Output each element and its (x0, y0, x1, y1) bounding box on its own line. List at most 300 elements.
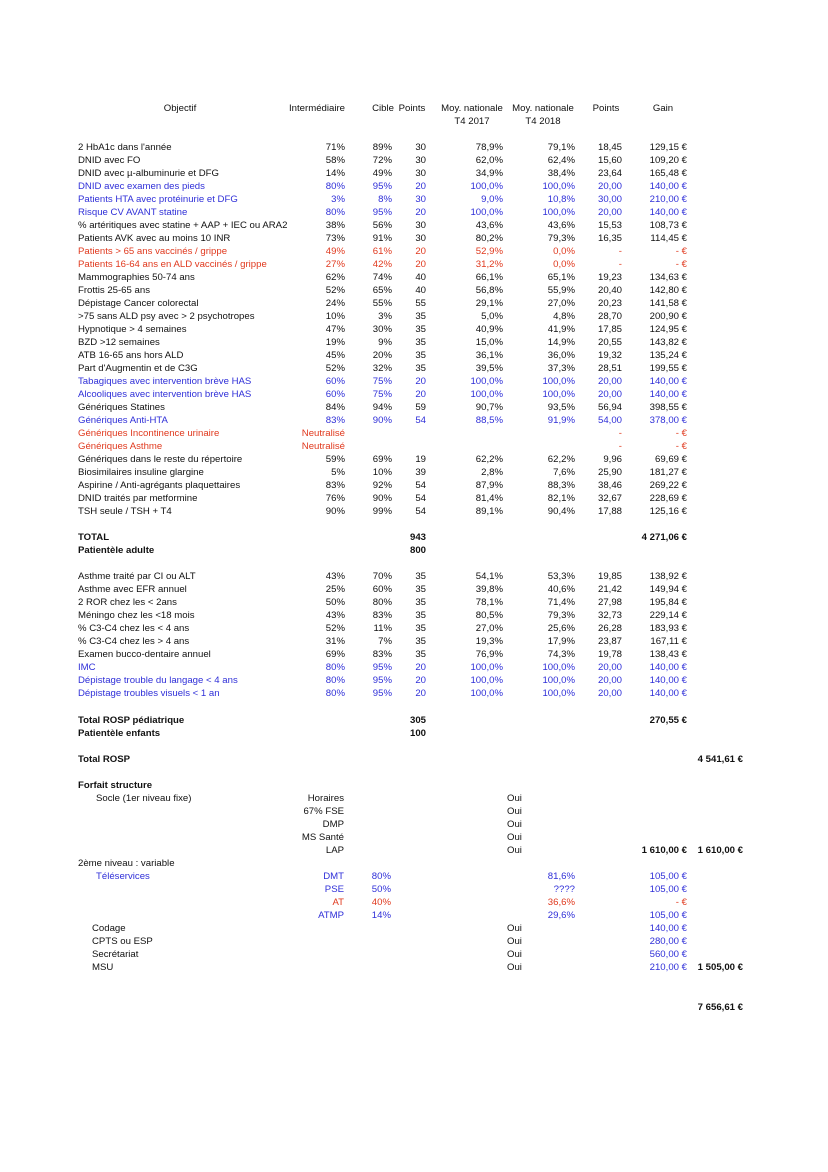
row-moy-2017: 62,2% (475, 454, 503, 465)
table-row (0, 687, 828, 700)
row-moy-2017: 9,0% (481, 194, 503, 205)
row-label: Génériques Statines (78, 402, 165, 413)
row-label: Génériques Incontinence urinaire (78, 428, 220, 439)
row-intermediaire: 5% (331, 467, 345, 478)
row-points: 30 (415, 168, 426, 179)
row-gain: 269,22 € (649, 480, 687, 491)
table-row (0, 245, 828, 258)
row-moy-2017: 76,9% (475, 649, 503, 660)
row-gain: 141,58 € (649, 298, 687, 309)
row-gain: 199,55 € (649, 363, 687, 374)
row-gain: 149,94 € (649, 584, 687, 595)
row-cible: 42% (372, 259, 392, 270)
row-points-obtenus: 38,46 (597, 480, 622, 491)
row-points-obtenus: - (618, 246, 622, 257)
teleservices-label: Téléservices (96, 871, 150, 882)
row-intermediaire: 80% (325, 181, 345, 192)
row-points-obtenus: 23,87 (597, 636, 622, 647)
row-points-obtenus: 19,78 (597, 649, 622, 660)
row-cible: 72% (372, 155, 392, 166)
row-moy-2017: 39,5% (475, 363, 503, 374)
row-points-obtenus: 18,45 (597, 142, 622, 153)
row-gain: 165,48 € (649, 168, 687, 179)
table-row (0, 570, 828, 583)
row-gain: 140,00 € (649, 389, 687, 400)
row-gain: 140,00 € (649, 376, 687, 387)
row-points: 35 (415, 571, 426, 582)
row-moy-2018: 100,0% (542, 688, 575, 699)
row-intermediaire: 60% (325, 389, 345, 400)
row-points-obtenus: 20,23 (597, 298, 622, 309)
ped-patients-count: 100 (409, 728, 426, 739)
table-row (0, 323, 828, 336)
row-moy-2017: 80,2% (475, 233, 503, 244)
header-gain: Gain (652, 103, 674, 114)
row-moy-2017: 100,0% (470, 675, 503, 686)
row-points: 35 (415, 311, 426, 322)
row-points: 20 (415, 181, 426, 192)
row-gain: - € (675, 428, 687, 439)
teleservice-result: ???? (553, 884, 575, 895)
row-gain: 129,15 € (649, 142, 687, 153)
row-moy-2018: 14,9% (547, 337, 575, 348)
socle-item-oui: Oui (507, 793, 522, 804)
row-points: 40 (415, 285, 426, 296)
table-row (0, 440, 828, 453)
table-row (0, 258, 828, 271)
row-label: >75 sans ALD psy avec > 2 psychotropes (78, 311, 255, 322)
row-points: 55 (415, 298, 426, 309)
row-points: 35 (415, 350, 426, 361)
row-points-obtenus: 15,53 (597, 220, 622, 231)
forfait-item-name: Secrétariat (92, 949, 139, 960)
socle-label: Socle (1er niveau fixe) (96, 793, 192, 804)
row-moy-2018: 17,9% (547, 636, 575, 647)
row-moy-2018: 100,0% (542, 207, 575, 218)
forfait-item-value: 140,00 € (649, 923, 687, 934)
row-moy-2018: 100,0% (542, 389, 575, 400)
row-moy-2018: 37,3% (547, 363, 575, 374)
row-points-obtenus: 25,90 (597, 467, 622, 478)
row-points: 19 (415, 454, 426, 465)
row-moy-2017: 90,7% (475, 402, 503, 413)
row-moy-2017: 36,1% (475, 350, 503, 361)
ped-patients-label: Patientèle enfants (78, 728, 161, 739)
row-moy-2018: 65,1% (547, 272, 575, 283)
row-label: Frottis 25-65 ans (78, 285, 150, 296)
row-moy-2017: 100,0% (470, 662, 503, 673)
row-moy-2018: 38,4% (547, 168, 575, 179)
adult-total-points: 943 (409, 532, 426, 543)
forfait-item-row (0, 922, 828, 935)
table-row (0, 154, 828, 167)
row-points-obtenus: 21,42 (597, 584, 622, 595)
row-points: 20 (415, 662, 426, 673)
row-moy-2017: 19,3% (475, 636, 503, 647)
ped-total-points: 305 (409, 715, 426, 726)
row-points-obtenus: 30,00 (597, 194, 622, 205)
row-moy-2017: 78,9% (475, 142, 503, 153)
row-intermediaire: 90% (325, 506, 345, 517)
row-intermediaire: Neutralisé (301, 428, 345, 439)
teleservice-target: 14% (371, 910, 391, 921)
row-cible: 95% (372, 207, 392, 218)
row-moy-2018: 100,0% (542, 675, 575, 686)
forfait-item-oui: Oui (507, 949, 522, 960)
row-points-obtenus: 20,00 (597, 662, 622, 673)
row-points-obtenus: 20,00 (597, 207, 622, 218)
row-moy-2018: 7,6% (553, 467, 575, 478)
row-intermediaire: 43% (325, 610, 345, 621)
row-moy-2017: 27,0% (475, 623, 503, 634)
row-points: 20 (415, 207, 426, 218)
table-row (0, 414, 828, 427)
row-intermediaire: 52% (325, 623, 345, 634)
row-points-obtenus: 17,85 (597, 324, 622, 335)
row-cible: 95% (372, 675, 392, 686)
row-points: 20 (415, 246, 426, 257)
adult-patients-row (0, 544, 828, 557)
forfait-item-oui: Oui (507, 936, 522, 947)
row-label: Patients AVK avec au moins 10 INR (78, 233, 231, 244)
row-gain: 135,24 € (649, 350, 687, 361)
row-moy-2017: 54,1% (475, 571, 503, 582)
row-points: 20 (415, 675, 426, 686)
ped-total-gain: 270,55 € (649, 715, 687, 726)
row-intermediaire: 38% (325, 220, 345, 231)
row-points: 35 (415, 584, 426, 595)
row-label: 2 HbA1c dans l'année (78, 142, 172, 153)
teleservice-value: 105,00 € (649, 871, 687, 882)
row-label: Alcooliques avec intervention brève HAS (78, 389, 252, 400)
row-moy-2018: 10,8% (547, 194, 575, 205)
teleservice-item-row (0, 883, 828, 896)
teleservice-name: DMT (323, 871, 344, 882)
ped-patients-row (0, 727, 828, 740)
socle-item-row (0, 844, 828, 857)
forfait-item-name: CPTS ou ESP (92, 936, 153, 947)
table-row (0, 167, 828, 180)
row-label: Hypnotique > 4 semaines (78, 324, 187, 335)
table-row (0, 349, 828, 362)
header-objectif: Objectif (163, 103, 197, 114)
row-gain: 195,84 € (649, 597, 687, 608)
row-intermediaire: 83% (325, 415, 345, 426)
row-points-obtenus: 9,96 (603, 454, 622, 465)
row-label: Asthme traité par CI ou ALT (78, 571, 196, 582)
row-points: 54 (415, 493, 426, 504)
row-points: 35 (415, 324, 426, 335)
row-moy-2018: 27,0% (547, 298, 575, 309)
forfait-title-row (0, 779, 828, 792)
table-row (0, 388, 828, 401)
row-points: 35 (415, 623, 426, 634)
row-cible: 83% (372, 610, 392, 621)
row-label: Asthme avec EFR annuel (78, 584, 187, 595)
row-label: % artéritiques avec statine + AAP + IEC ou ARA2 (78, 220, 288, 231)
ped-total-label: Total ROSP pédiatrique (78, 715, 185, 726)
row-points-obtenus: 19,85 (597, 571, 622, 582)
row-moy-2017: 39,8% (475, 584, 503, 595)
row-points-obtenus: 32,73 (597, 610, 622, 621)
row-intermediaire: Neutralisé (301, 441, 345, 452)
row-points-obtenus: 20,00 (597, 389, 622, 400)
row-moy-2017: 43,6% (475, 220, 503, 231)
row-label: Tabagiques avec intervention brève HAS (78, 376, 252, 387)
row-moy-2018: 100,0% (542, 181, 575, 192)
table-row (0, 193, 828, 206)
table-row (0, 401, 828, 414)
table-row (0, 466, 828, 479)
row-points-obtenus: 19,23 (597, 272, 622, 283)
row-points: 20 (415, 389, 426, 400)
table-row (0, 362, 828, 375)
row-points: 54 (415, 480, 426, 491)
row-label: % C3-C4 chez les < 4 ans (78, 623, 190, 634)
row-points-obtenus: 26,28 (597, 623, 622, 634)
row-label: ATB 16-65 ans hors ALD (78, 350, 184, 361)
row-cible: 90% (372, 493, 392, 504)
socle-item-oui: Oui (507, 819, 522, 830)
row-points: 54 (415, 506, 426, 517)
row-moy-2017: 40,9% (475, 324, 503, 335)
row-label: Génériques Asthme (78, 441, 163, 452)
row-points: 35 (415, 636, 426, 647)
row-gain: 228,69 € (649, 493, 687, 504)
row-cible: 61% (372, 246, 392, 257)
row-moy-2018: 62,4% (547, 155, 575, 166)
row-moy-2018: 79,3% (547, 233, 575, 244)
row-label: Patients > 65 ans vaccinés / grippe (78, 246, 228, 257)
table-row (0, 661, 828, 674)
row-moy-2017: 78,1% (475, 597, 503, 608)
row-gain: 69,69 € (654, 454, 687, 465)
row-points: 35 (415, 363, 426, 374)
row-moy-2017: 56,8% (475, 285, 503, 296)
forfait-item-row (0, 961, 828, 974)
row-label: Dépistage Cancer colorectal (78, 298, 199, 309)
row-cible: 83% (372, 649, 392, 660)
row-intermediaire: 62% (325, 272, 345, 283)
row-intermediaire: 49% (325, 246, 345, 257)
forfait-item-row (0, 935, 828, 948)
row-label: DNID avec FO (78, 155, 141, 166)
socle-item-row (0, 818, 828, 831)
row-gain: 138,92 € (649, 571, 687, 582)
row-points-obtenus: 54,00 (597, 415, 622, 426)
row-moy-2017: 66,1% (475, 272, 503, 283)
socle-value: 1 610,00 € (641, 845, 687, 856)
socle-item-row (0, 792, 828, 805)
row-label: Dépistage troubles visuels < 1 an (78, 688, 220, 699)
row-cible: 20% (372, 350, 392, 361)
row-points-obtenus: 32,67 (597, 493, 622, 504)
adult-total-label: TOTAL (78, 532, 110, 543)
row-points: 40 (415, 272, 426, 283)
row-intermediaire: 43% (325, 571, 345, 582)
row-points: 35 (415, 597, 426, 608)
row-moy-2018: 71,4% (547, 597, 575, 608)
row-label: TSH seule / TSH + T4 (78, 506, 172, 517)
niveau2-total: 1 505,00 € (697, 962, 743, 973)
teleservice-result: 81,6% (547, 871, 575, 882)
row-intermediaire: 52% (325, 285, 345, 296)
row-moy-2017: 62,0% (475, 155, 503, 166)
table-row (0, 427, 828, 440)
row-moy-2018: 41,9% (547, 324, 575, 335)
row-moy-2018: 36,0% (547, 350, 575, 361)
row-moy-2017: 5,0% (481, 311, 503, 322)
socle-item-oui: Oui (507, 832, 522, 843)
socle-item-name: 67% FSE (303, 806, 344, 817)
row-points-obtenus: 20,00 (597, 688, 622, 699)
row-intermediaire: 3% (331, 194, 345, 205)
teleservice-target: 50% (371, 884, 391, 895)
table-row (0, 596, 828, 609)
row-label: DNID avec µ-albuminurie et DFG (78, 168, 219, 179)
row-moy-2018: 74,3% (547, 649, 575, 660)
row-moy-2017: 2,8% (481, 467, 503, 478)
table-row (0, 336, 828, 349)
row-moy-2017: 29,1% (475, 298, 503, 309)
row-points: 20 (415, 376, 426, 387)
row-intermediaire: 10% (325, 311, 345, 322)
teleservice-item-row (0, 909, 828, 922)
header-moy2018-line1: Moy. nationale (512, 103, 574, 114)
row-intermediaire: 73% (325, 233, 345, 244)
grand-total-row (0, 1001, 828, 1014)
row-points-obtenus: 15,60 (597, 155, 622, 166)
row-points-obtenus: 20,55 (597, 337, 622, 348)
row-gain: 124,95 € (649, 324, 687, 335)
row-intermediaire: 58% (325, 155, 345, 166)
table-row (0, 310, 828, 323)
header-moy2018-line2: T4 2018 (525, 116, 561, 127)
row-points: 35 (415, 649, 426, 660)
row-label: % C3-C4 chez les > 4 ans (78, 636, 190, 647)
table-row (0, 232, 828, 245)
total-rosp-row (0, 753, 828, 766)
row-moy-2018: 93,5% (547, 402, 575, 413)
adult-patients-label: Patientèle adulte (78, 545, 155, 556)
row-points-obtenus: - (618, 259, 622, 270)
row-intermediaire: 50% (325, 597, 345, 608)
row-cible: 74% (372, 272, 392, 283)
row-gain: 140,00 € (649, 181, 687, 192)
row-cible: 30% (372, 324, 392, 335)
niveau2-label: 2ème niveau : variable (78, 858, 175, 869)
table-row (0, 206, 828, 219)
row-label: Examen bucco-dentaire annuel (78, 649, 211, 660)
row-cible: 8% (378, 194, 392, 205)
row-gain: 140,00 € (649, 688, 687, 699)
row-intermediaire: 47% (325, 324, 345, 335)
row-intermediaire: 14% (325, 168, 345, 179)
row-moy-2018: 88,3% (547, 480, 575, 491)
row-points: 30 (415, 142, 426, 153)
row-label: IMC (78, 662, 96, 673)
row-label: Part d'Augmentin et de C3G (78, 363, 198, 374)
row-intermediaire: 19% (325, 337, 345, 348)
row-label: Risque CV AVANT statine (78, 207, 188, 218)
row-label: Mammographies 50-74 ans (78, 272, 195, 283)
row-intermediaire: 80% (325, 662, 345, 673)
row-label: Aspirine / Anti-agrégants plaquettaires (78, 480, 241, 491)
row-gain: 140,00 € (649, 675, 687, 686)
row-cible: 10% (372, 467, 392, 478)
forfait-item-name: Codage (92, 923, 126, 934)
adult-total-gain: 4 271,06 € (641, 532, 687, 543)
row-moy-2018: 4,8% (553, 311, 575, 322)
row-intermediaire: 84% (325, 402, 345, 413)
row-points-obtenus: - (618, 441, 622, 452)
row-moy-2017: 80,5% (475, 610, 503, 621)
teleservice-result: 29,6% (547, 910, 575, 921)
row-cible: 65% (372, 285, 392, 296)
teleservice-value: 105,00 € (649, 910, 687, 921)
table-row (0, 297, 828, 310)
row-label: BZD >12 semaines (78, 337, 160, 348)
row-moy-2018: 55,9% (547, 285, 575, 296)
row-label: Dépistage trouble du langage < 4 ans (78, 675, 238, 686)
row-points: 35 (415, 337, 426, 348)
table-row (0, 375, 828, 388)
adult-patients-count: 800 (409, 545, 426, 556)
teleservice-target: 40% (371, 897, 391, 908)
row-points-obtenus: 16,35 (597, 233, 622, 244)
row-points-obtenus: 20,40 (597, 285, 622, 296)
forfait-title: Forfait structure (78, 780, 153, 791)
row-gain: 229,14 € (649, 610, 687, 621)
table-row (0, 635, 828, 648)
row-cible: 49% (372, 168, 392, 179)
socle-item-name: DMP (322, 819, 344, 830)
table-row (0, 648, 828, 661)
row-cible: 95% (372, 662, 392, 673)
teleservice-name: ATMP (318, 910, 344, 921)
table-row (0, 674, 828, 687)
teleservice-value: 105,00 € (649, 884, 687, 895)
row-gain: 181,27 € (649, 467, 687, 478)
row-moy-2017: 88,5% (475, 415, 503, 426)
row-intermediaire: 24% (325, 298, 345, 309)
row-points-obtenus: - (618, 428, 622, 439)
row-gain: 134,63 € (649, 272, 687, 283)
forfait-item-value: 280,00 € (649, 936, 687, 947)
forfait-item-value: 560,00 € (649, 949, 687, 960)
row-moy-2017: 31,2% (475, 259, 503, 270)
row-cible: 70% (372, 571, 392, 582)
row-points: 54 (415, 415, 426, 426)
teleservice-result: 36,6% (547, 897, 575, 908)
table-row (0, 271, 828, 284)
table-row (0, 284, 828, 297)
table-row (0, 219, 828, 232)
row-label: Patients 16-64 ans en ALD vaccinés / grippe (78, 259, 267, 270)
row-intermediaire: 25% (325, 584, 345, 595)
row-gain: 109,20 € (649, 155, 687, 166)
row-cible: 92% (372, 480, 392, 491)
row-cible: 94% (372, 402, 392, 413)
row-moy-2017: 100,0% (470, 389, 503, 400)
row-intermediaire: 27% (325, 259, 345, 270)
row-intermediaire: 80% (325, 675, 345, 686)
row-gain: 142,80 € (649, 285, 687, 296)
row-moy-2017: 87,9% (475, 480, 503, 491)
table-row (0, 479, 828, 492)
table-row (0, 622, 828, 635)
teleservice-item-row (0, 896, 828, 909)
